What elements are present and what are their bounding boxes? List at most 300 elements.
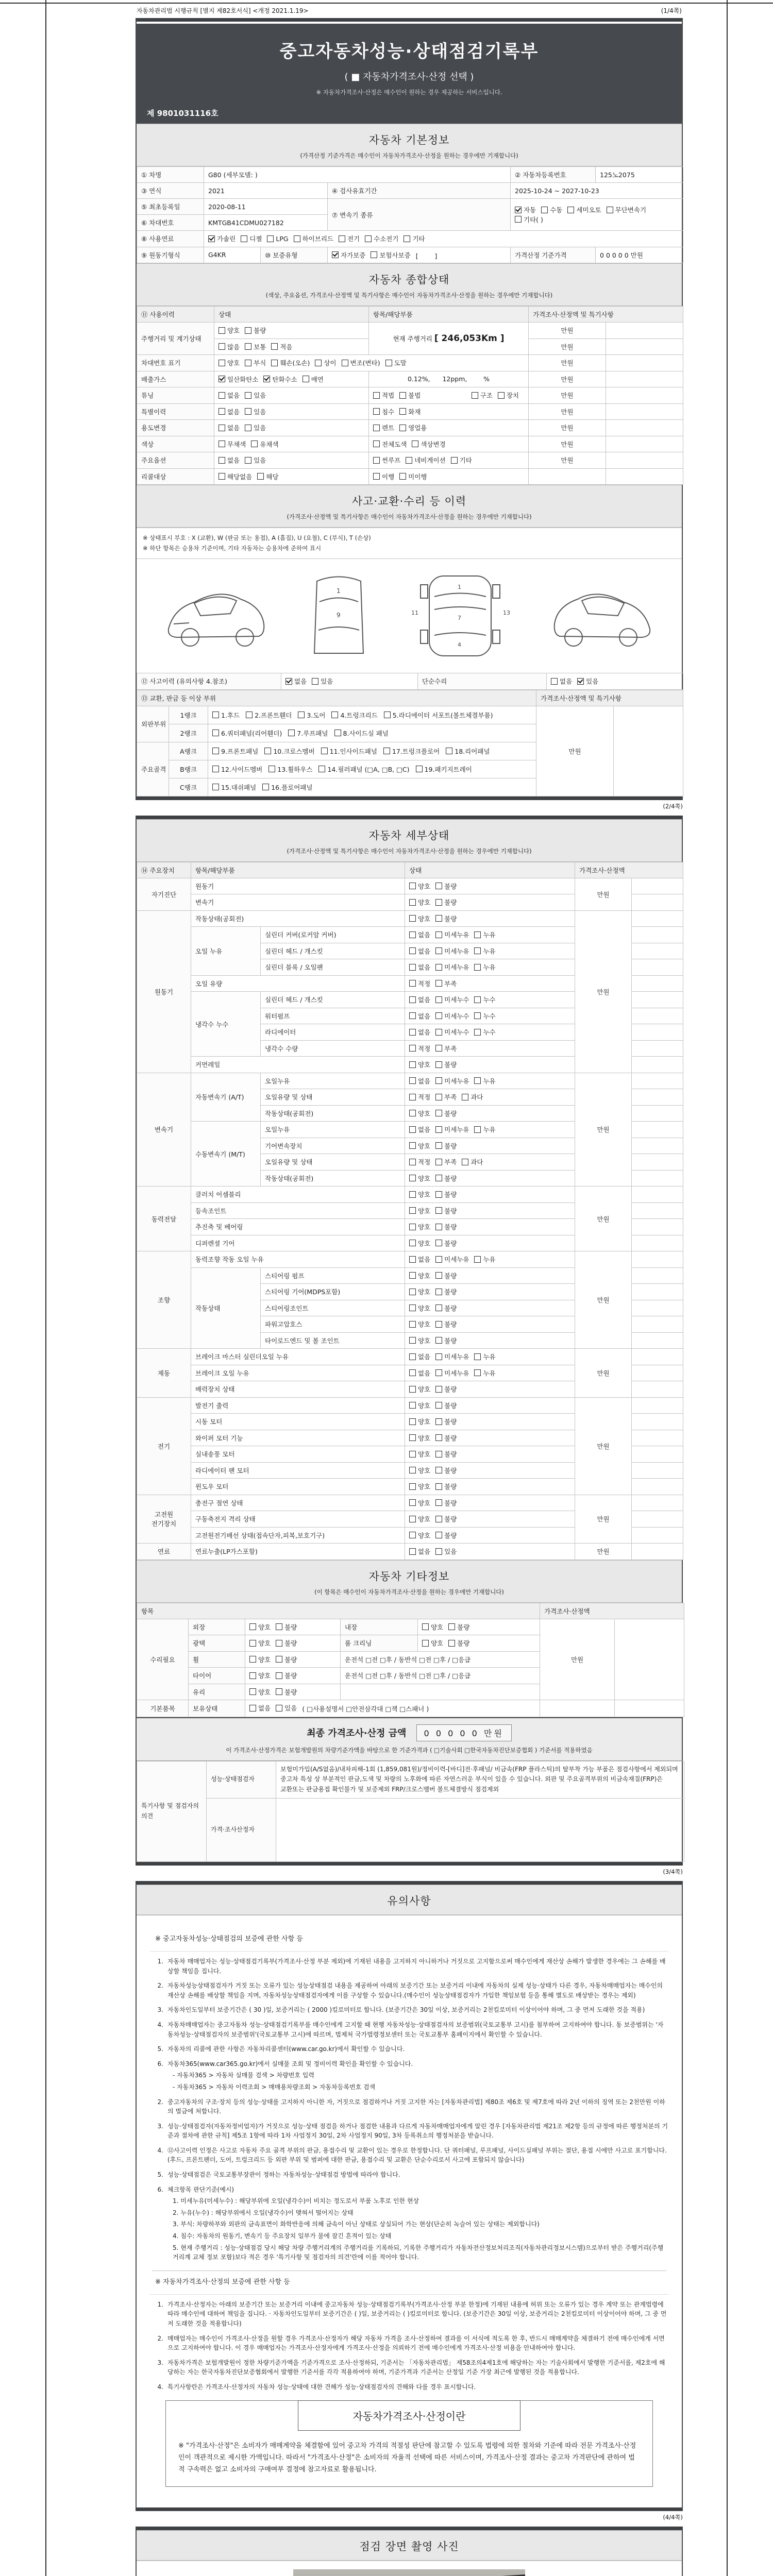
checkbox[interactable] [334,730,341,736]
checkbox[interactable] [219,360,225,366]
option[interactable] [267,235,288,243]
checkbox[interactable] [435,980,442,987]
option[interactable] [435,930,469,939]
checkbox[interactable] [219,408,225,415]
checkbox[interactable] [268,766,275,772]
option[interactable] [474,1255,495,1264]
option[interactable] [607,205,646,214]
checkbox[interactable] [318,766,325,772]
checkbox[interactable] [409,883,416,889]
option[interactable] [245,358,266,367]
option[interactable] [551,676,572,686]
checkbox[interactable] [409,1175,416,1181]
checkbox[interactable] [435,1532,442,1538]
option[interactable] [409,1514,430,1523]
option[interactable] [409,882,430,891]
option[interactable] [219,391,240,400]
option[interactable] [409,995,430,1004]
option[interactable] [435,897,457,907]
option[interactable] [251,439,278,449]
option[interactable] [462,1157,483,1166]
checkbox[interactable] [515,207,522,213]
checkbox[interactable] [219,457,225,464]
option[interactable] [331,710,377,720]
option[interactable] [219,455,240,465]
option[interactable] [245,423,266,432]
option[interactable] [435,1222,457,1231]
checkbox[interactable] [435,947,442,954]
option[interactable] [409,1547,430,1556]
option[interactable] [373,472,394,481]
option[interactable] [334,728,389,738]
option[interactable] [298,710,325,720]
checkbox[interactable] [263,376,270,382]
option[interactable] [212,765,262,774]
option[interactable] [409,1531,430,1540]
checkbox[interactable] [409,931,416,938]
checkbox[interactable] [474,996,481,1003]
checkbox[interactable] [251,440,258,447]
checkbox[interactable] [498,392,505,399]
checkbox[interactable] [315,360,322,366]
option[interactable] [409,1190,430,1199]
option[interactable] [303,375,324,384]
checkbox[interactable] [399,473,406,480]
option[interactable] [268,765,312,774]
option[interactable] [422,1622,443,1632]
option[interactable] [474,1076,495,1086]
option[interactable] [294,234,333,243]
option[interactable] [245,391,266,400]
checkbox[interactable] [373,425,380,431]
option[interactable] [435,1287,457,1296]
option[interactable] [399,472,427,481]
checkbox[interactable] [219,327,225,334]
option[interactable] [435,1141,457,1150]
option[interactable] [435,1060,457,1069]
option[interactable] [249,1655,271,1664]
checkbox[interactable] [409,1207,416,1214]
option[interactable] [409,1092,430,1101]
checkbox[interactable] [409,1418,416,1425]
option[interactable] [474,962,495,972]
checkbox[interactable] [435,1126,442,1133]
option[interactable] [474,946,495,956]
option[interactable] [435,1531,457,1540]
checkbox[interactable] [577,678,584,685]
option[interactable] [435,914,457,923]
option[interactable] [435,1174,457,1183]
option[interactable] [435,882,457,891]
checkbox[interactable] [435,915,442,922]
option[interactable] [276,1687,297,1697]
checkbox[interactable] [435,1240,442,1246]
option[interactable] [567,205,601,214]
checkbox[interactable] [383,748,390,754]
option[interactable] [409,1417,430,1426]
checkbox[interactable] [245,425,251,431]
checkbox[interactable] [551,678,558,685]
checkbox[interactable] [435,931,442,938]
checkbox[interactable] [409,1289,416,1295]
option[interactable] [435,1401,457,1410]
option[interactable] [435,962,469,972]
option[interactable] [409,1222,430,1231]
option[interactable] [409,914,430,923]
option[interactable] [409,1303,430,1313]
checkbox[interactable] [435,1110,442,1116]
checkbox[interactable] [435,1094,442,1100]
option[interactable] [515,215,543,224]
option[interactable] [435,1352,469,1361]
option[interactable] [435,1157,457,1166]
option[interactable] [409,1433,430,1443]
option[interactable] [276,1655,297,1664]
option[interactable] [435,1027,469,1037]
option[interactable] [249,1687,271,1697]
option[interactable] [435,1319,457,1329]
checkbox[interactable] [332,251,339,258]
option[interactable] [219,375,258,384]
checkbox[interactable] [409,1191,416,1198]
checkbox[interactable] [245,408,251,415]
option[interactable] [212,728,282,738]
option[interactable] [288,728,328,738]
option[interactable] [412,439,445,449]
option[interactable] [577,676,598,686]
checkbox[interactable] [409,1061,416,1068]
checkbox[interactable] [474,1012,481,1019]
option[interactable] [384,710,493,720]
option[interactable] [373,455,400,465]
option[interactable] [321,747,377,756]
checkbox[interactable] [276,1640,282,1647]
checkbox[interactable] [435,1451,442,1458]
option[interactable] [409,897,430,907]
checkbox[interactable] [472,392,478,399]
option[interactable] [451,455,472,465]
option[interactable] [339,234,360,243]
checkbox[interactable] [219,473,225,480]
option[interactable] [219,423,240,432]
option[interactable] [435,1206,457,1215]
option[interactable] [249,1638,271,1648]
checkbox[interactable] [409,1516,416,1522]
checkbox[interactable] [435,1337,442,1344]
option[interactable] [276,1671,297,1680]
option[interactable] [315,358,336,367]
checkbox[interactable] [409,964,416,971]
option[interactable] [409,979,430,988]
checkbox[interactable] [276,1688,282,1695]
checkbox[interactable] [245,457,251,464]
checkbox[interactable] [409,1532,416,1538]
option[interactable] [474,1125,495,1134]
option[interactable] [219,326,240,335]
option[interactable] [409,946,430,956]
checkbox[interactable] [474,1256,481,1263]
checkbox[interactable] [435,1029,442,1036]
option[interactable] [409,1401,430,1410]
option[interactable] [435,1271,457,1280]
option[interactable] [219,358,240,367]
checkbox[interactable] [435,1175,442,1181]
option[interactable] [409,1271,430,1280]
checkbox[interactable] [435,1434,442,1441]
checkbox[interactable] [409,1483,416,1490]
checkbox[interactable] [257,473,264,480]
checkbox[interactable] [462,1094,468,1100]
option[interactable] [422,1638,443,1648]
checkbox[interactable] [245,360,251,366]
option[interactable] [212,783,256,792]
checkbox[interactable] [409,1094,416,1100]
option[interactable] [365,234,398,243]
option[interactable] [208,234,236,243]
checkbox[interactable] [249,1623,256,1630]
option[interactable] [245,455,266,465]
option[interactable] [435,1109,457,1118]
option[interactable] [409,1206,430,1215]
option[interactable] [406,455,445,465]
checkbox[interactable] [249,1640,256,1647]
checkbox[interactable] [448,1623,455,1630]
checkbox[interactable] [435,883,442,889]
checkbox[interactable] [416,766,423,772]
option[interactable] [409,1027,430,1037]
checkbox[interactable] [409,1304,416,1311]
checkbox[interactable] [212,711,219,718]
option[interactable] [332,250,365,260]
checkbox[interactable] [371,251,377,258]
option[interactable] [383,747,440,756]
checkbox[interactable] [294,235,300,242]
checkbox[interactable] [249,1705,256,1711]
checkbox[interactable] [409,1272,416,1279]
checkbox[interactable] [262,784,269,790]
checkbox[interactable] [451,457,458,464]
option[interactable] [435,1498,457,1507]
option[interactable] [409,1352,430,1361]
option[interactable] [271,358,310,367]
option[interactable] [472,391,493,400]
option[interactable] [435,1125,469,1134]
option[interactable] [409,1011,430,1021]
option[interactable] [257,472,278,481]
option[interactable] [435,1076,469,1086]
checkbox[interactable] [435,964,442,971]
option[interactable] [435,995,469,1004]
option[interactable] [435,1255,469,1264]
checkbox[interactable] [409,1548,416,1555]
option[interactable] [404,234,425,243]
checkbox[interactable] [219,376,225,382]
checkbox[interactable] [342,360,348,366]
option[interactable] [409,1125,430,1134]
option[interactable] [409,1498,430,1507]
checkbox[interactable] [567,207,574,213]
option[interactable] [249,1622,271,1632]
checkbox[interactable] [435,1369,442,1376]
option[interactable] [435,1433,457,1443]
checkbox[interactable] [219,425,225,431]
checkbox[interactable] [435,1483,442,1490]
option[interactable] [409,930,430,939]
option[interactable] [312,676,333,686]
checkbox[interactable] [409,996,416,1003]
option[interactable] [409,1287,430,1296]
checkbox[interactable] [249,1656,256,1663]
checkbox[interactable] [276,1705,282,1711]
option[interactable] [435,1547,457,1556]
checkbox[interactable] [373,457,380,464]
option[interactable] [318,765,409,774]
checkbox[interactable] [474,1077,481,1084]
option[interactable] [249,1703,271,1713]
checkbox[interactable] [312,678,318,685]
checkbox[interactable] [409,947,416,954]
checkbox[interactable] [409,1402,416,1409]
option[interactable] [515,205,536,214]
checkbox[interactable] [435,1191,442,1198]
option[interactable] [385,358,407,367]
checkbox[interactable] [409,1256,416,1263]
checkbox[interactable] [435,1402,442,1409]
option[interactable] [373,439,407,449]
checkbox[interactable] [339,235,345,242]
checkbox[interactable] [245,343,251,350]
checkbox[interactable] [409,980,416,987]
checkbox[interactable] [373,392,380,399]
checkbox[interactable] [249,1672,256,1679]
checkbox[interactable] [435,1289,442,1295]
option[interactable] [373,407,394,416]
checkbox[interactable] [474,964,481,971]
checkbox[interactable] [409,1012,416,1019]
checkbox[interactable] [409,1451,416,1458]
checkbox[interactable] [373,473,380,480]
checkbox[interactable] [399,392,406,399]
checkbox[interactable] [435,1467,442,1473]
option[interactable] [399,391,421,400]
option[interactable] [498,391,519,400]
checkbox[interactable] [435,1321,442,1328]
option[interactable] [435,1092,457,1101]
checkbox[interactable] [435,1516,442,1522]
option[interactable] [435,1514,457,1523]
checkbox[interactable] [435,1207,442,1214]
checkbox[interactable] [474,1353,481,1360]
option[interactable] [373,423,394,432]
checkbox[interactable] [409,1434,416,1441]
checkbox[interactable] [409,1467,416,1473]
option[interactable] [474,1011,495,1021]
option[interactable] [219,407,240,416]
checkbox[interactable] [409,1110,416,1116]
option[interactable] [219,439,246,449]
checkbox[interactable] [435,1353,442,1360]
checkbox[interactable] [448,1640,455,1647]
checkbox[interactable] [435,1224,442,1230]
checkbox[interactable] [409,1126,416,1133]
checkbox[interactable] [271,343,278,350]
checkbox[interactable] [435,1077,442,1084]
checkbox[interactable] [435,1548,442,1555]
checkbox[interactable] [422,1640,429,1647]
option[interactable] [263,375,297,384]
option[interactable] [285,676,307,686]
option[interactable] [409,1044,430,1053]
checkbox[interactable] [435,1159,442,1165]
checkbox[interactable] [409,899,416,906]
option[interactable] [241,234,262,243]
option[interactable] [409,1319,430,1329]
checkbox[interactable] [245,327,251,334]
option[interactable] [409,1141,430,1150]
checkbox[interactable] [409,1369,416,1376]
checkbox[interactable] [422,1623,429,1630]
checkbox[interactable] [406,457,412,464]
option[interactable] [262,783,312,792]
checkbox[interactable] [241,235,247,242]
option[interactable] [435,946,469,956]
checkbox[interactable] [276,1623,282,1630]
option[interactable] [435,1044,457,1053]
checkbox[interactable] [409,1321,416,1328]
option[interactable] [409,1060,430,1069]
checkbox[interactable] [409,1142,416,1149]
checkbox[interactable] [271,360,278,366]
checkbox[interactable] [446,748,452,754]
checkbox[interactable] [373,440,380,447]
checkbox[interactable] [435,899,442,906]
option[interactable] [245,407,266,416]
option[interactable] [435,1336,457,1345]
checkbox[interactable] [607,207,613,213]
checkbox[interactable] [435,1304,442,1311]
option[interactable] [435,1384,457,1394]
option[interactable] [245,326,266,335]
checkbox[interactable] [409,1077,416,1084]
checkbox[interactable] [474,1126,481,1133]
checkbox[interactable] [208,235,215,242]
option[interactable] [409,1109,430,1118]
option[interactable] [409,1368,430,1378]
option[interactable] [435,1449,457,1459]
checkbox[interactable] [474,947,481,954]
checkbox[interactable] [435,1012,442,1019]
option[interactable] [541,205,562,214]
checkbox[interactable] [399,425,406,431]
checkbox[interactable] [474,1029,481,1036]
checkbox[interactable] [409,1159,416,1165]
checkbox[interactable] [412,440,418,447]
option[interactable] [399,407,421,416]
checkbox[interactable] [435,1256,442,1263]
checkbox[interactable] [409,915,416,922]
option[interactable] [435,1011,469,1021]
option[interactable] [435,1417,457,1426]
option[interactable] [448,1638,469,1648]
option[interactable] [409,1255,430,1264]
checkbox[interactable] [249,1688,256,1695]
option[interactable] [371,250,410,260]
checkbox[interactable] [321,748,328,754]
checkbox[interactable] [435,1061,442,1068]
checkbox[interactable] [541,207,548,213]
option[interactable] [409,1449,430,1459]
option[interactable] [435,1482,457,1491]
